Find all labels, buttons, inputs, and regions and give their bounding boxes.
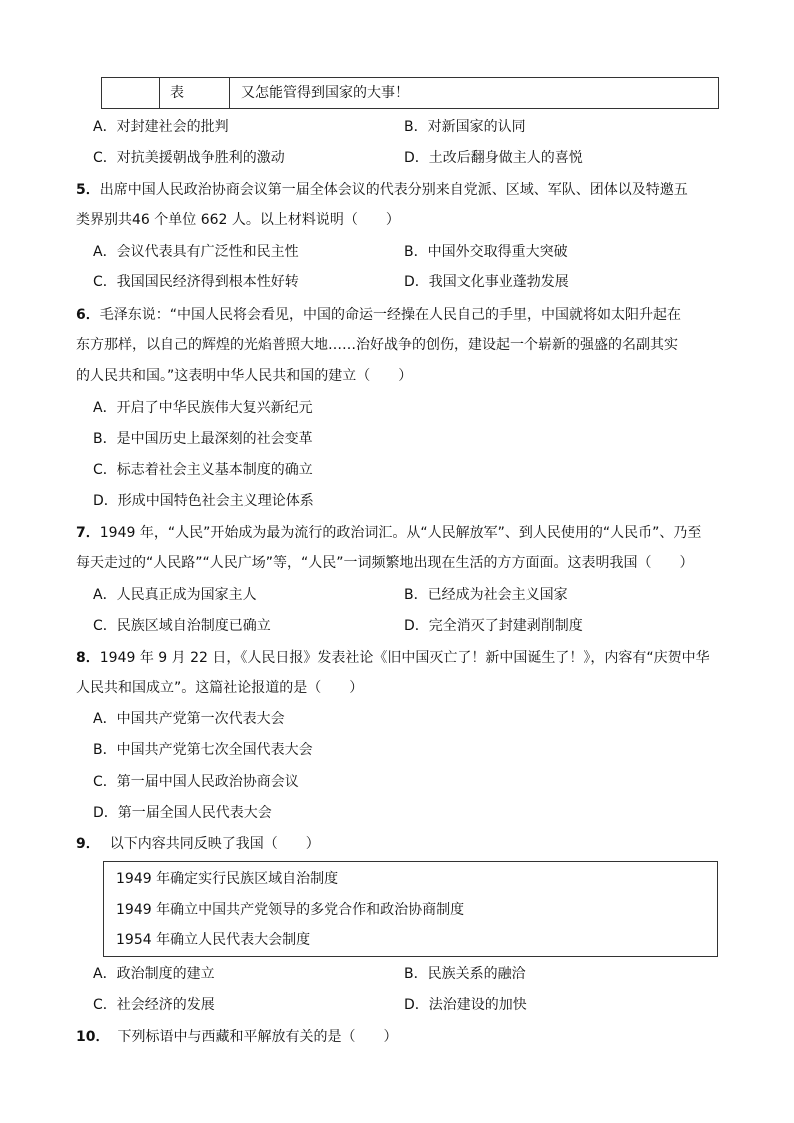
q9-option-b[interactable]: B．民族关系的融洽	[404, 966, 526, 982]
q8-number: 8．	[76, 650, 100, 666]
q9-number: 9．	[76, 836, 100, 852]
q8-text-line1: 1949 年 9 月 22 日，《人民日报》发表社论《旧中国灭亡了！新中国诞生了！》，内容有“庆贺中华	[99, 650, 710, 666]
q7-stem-line2: 每天走过的“人民路”“人民广场”等，“人民”一词频繁地出现在生活的方方面面。这表明我国（ ）	[76, 555, 694, 571]
q5-option-b[interactable]: B．中国外交取得重大突破	[404, 244, 568, 260]
q7-option-b[interactable]: B．已经成为社会主义国家	[404, 587, 568, 603]
top-table-fragment	[101, 77, 719, 109]
q9-option-c[interactable]: C．社会经济的发展	[93, 997, 215, 1013]
q6-stem-line2: 东方那样，以自己的辉煌的光焰普照大地……治好战争的创伤，建设起一个崭新的强盛的名副其实	[76, 337, 678, 353]
q7-number: 7．	[76, 525, 100, 541]
q5-option-d[interactable]: D．我国文化事业蓬勃发展	[404, 274, 569, 290]
q8-option-c[interactable]: C．第一届中国人民政治协商会议	[93, 774, 299, 790]
q7-option-a[interactable]: A．人民真正成为国家主人	[93, 587, 257, 603]
q9-box-line: 1954 年确立人民代表大会制度	[116, 932, 311, 948]
table-cell-empty	[102, 78, 160, 108]
q8-stem-line1	[76, 648, 710, 668]
q9-option-d[interactable]: D．法治建设的加快	[404, 997, 527, 1013]
q6-stem-line3: 的人民共和国。”这表明中华人民共和国的建立（ ）	[76, 368, 413, 384]
q8-option-d[interactable]: D．第一届全国人民代表大会	[93, 805, 272, 821]
q7-option-c[interactable]: C．民族区域自治制度已确立	[93, 618, 271, 634]
q5-option-a[interactable]: A．会议代表具有广泛性和民主性	[93, 244, 299, 260]
q4-option-c[interactable]: C．对抗美援朝战争胜利的激动	[93, 150, 285, 166]
q9-text-line1: 以下内容共同反映了我国（ ）	[109, 836, 320, 852]
q6-option-a[interactable]: A．开启了中华民族伟大复兴新纪元	[93, 400, 313, 416]
q8-option-a[interactable]: A．中国共产党第一次代表大会	[93, 711, 285, 727]
q5-option-c[interactable]: C．我国国民经济得到根本性好转	[93, 274, 299, 290]
q9-material-box	[103, 861, 718, 957]
q6-option-d[interactable]: D．形成中国特色社会主义理论体系	[93, 493, 314, 509]
q6-text-line1: 毛泽东说：“中国人民将会看见，中国的命运一经操在人民自己的手里，中国就将如太阳升起在	[99, 307, 682, 323]
q7-stem-line1	[76, 523, 701, 543]
q4-option-b[interactable]: B．对新国家的认同	[404, 119, 526, 135]
q5-number: 5．	[76, 182, 100, 198]
table-cell-text: 又怎能管得到国家的大事！	[241, 85, 409, 101]
q6-option-c[interactable]: C．标志着社会主义基本制度的确立	[93, 462, 313, 478]
table-cell-label: 表	[160, 78, 230, 108]
q10-stem-line1	[76, 1027, 397, 1047]
q6-number: 6．	[76, 307, 100, 323]
q7-text-line1: 1949 年，“人民”开始成为最为流行的政治词汇。从“人民解放军”、到人民使用的“人民币”、乃至	[99, 525, 702, 541]
q6-stem-line1	[76, 305, 681, 325]
q9-stem-line1	[76, 834, 320, 854]
q5-stem-line1	[76, 180, 688, 200]
q9-box-line: 1949 年确立中国共产党领导的多党合作和政治协商制度	[116, 902, 465, 918]
q7-option-d[interactable]: D．完全消灭了封建剥削制度	[404, 618, 583, 634]
q8-stem-line2: 人民共和国成立”。这篇社论报道的是（ ）	[76, 680, 364, 696]
q5-text-line1: 出席中国人民政治协商会议第一届全体会议的代表分别来自党派、区域、军队、团体以及特邀五	[99, 182, 688, 198]
q9-box-line: 1949 年确定实行民族区域自治制度	[116, 871, 339, 887]
q5-stem-line2: 类界别共46 个单位 662 人。以上材料说明（ ）	[76, 212, 400, 228]
q4-option-a[interactable]: A．对封建社会的批判	[93, 119, 229, 135]
q4-option-d[interactable]: D．土改后翻身做主人的喜悦	[404, 150, 583, 166]
q9-option-a[interactable]: A．政治制度的建立	[93, 966, 215, 982]
q6-option-b[interactable]: B．是中国历史上最深刻的社会变革	[93, 431, 313, 447]
q10-number: 10．	[76, 1029, 110, 1045]
q8-option-b[interactable]: B．中国共产党第七次全国代表大会	[93, 742, 313, 758]
q10-text-line1: 下列标语中与西藏和平解放有关的是（ ）	[117, 1029, 398, 1045]
